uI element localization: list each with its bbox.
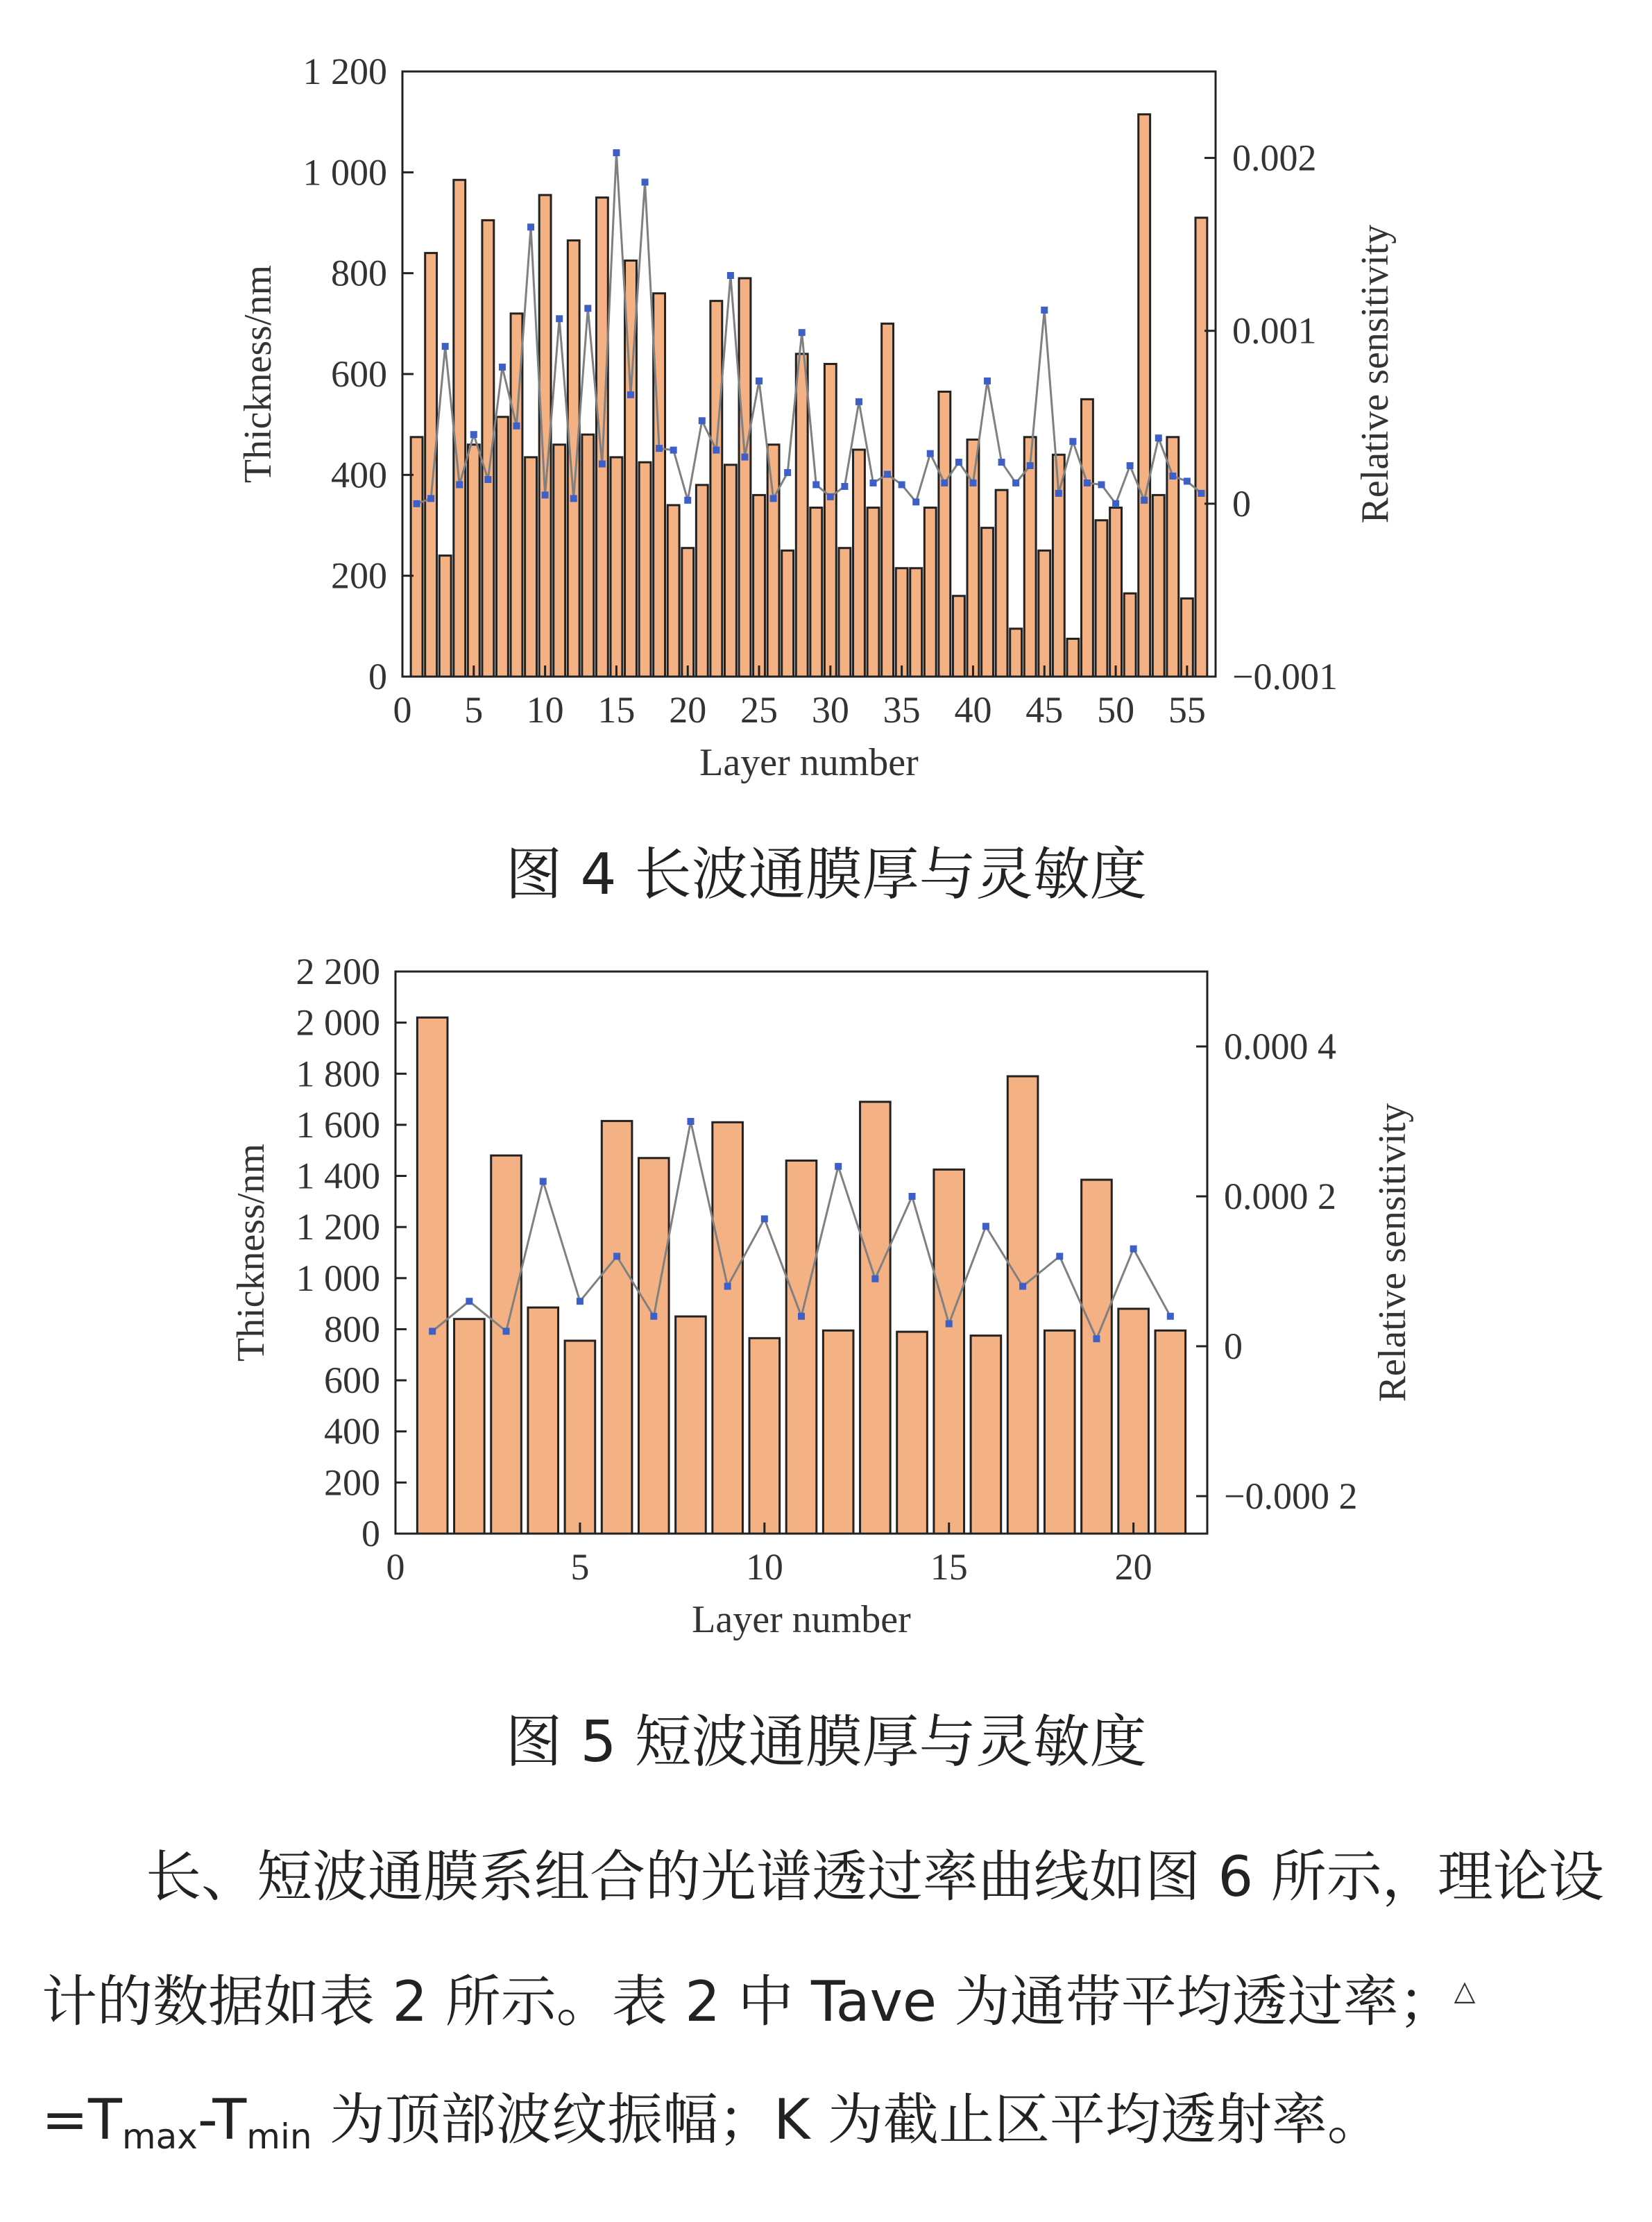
bar (934, 1169, 964, 1534)
y-tick-label: 1 000 (296, 1257, 380, 1299)
bar (782, 550, 794, 677)
sensitivity-point (799, 329, 806, 336)
sensitivity-point (556, 315, 563, 322)
bar (582, 434, 594, 677)
bar (967, 439, 979, 677)
bar (897, 1332, 928, 1534)
delta-symbol: △ (1454, 1975, 1476, 2007)
bar (1096, 520, 1107, 677)
bar (525, 457, 537, 677)
sensitivity-point (984, 378, 991, 384)
bar (496, 417, 508, 677)
bar (1082, 399, 1093, 677)
bar (1024, 437, 1036, 677)
sensitivity-point (599, 461, 606, 468)
bar (654, 294, 665, 677)
sensitivity-point (1112, 500, 1119, 507)
y-tick-label: 800 (331, 252, 387, 294)
y-axis-label: Thickness/nm (230, 1143, 273, 1362)
bar (468, 445, 479, 677)
sensitivity-point (466, 1298, 472, 1305)
bar (996, 490, 1007, 677)
sensitivity-point (855, 398, 862, 405)
bar (1118, 1309, 1149, 1534)
x-tick-label: 40 (954, 689, 992, 731)
bar (839, 548, 851, 677)
sensitivity-point (499, 364, 506, 371)
bar (1152, 495, 1164, 677)
sensitivity-point (570, 495, 577, 502)
sensitivity-point (642, 178, 649, 185)
bar (860, 1102, 891, 1534)
bar (1082, 1180, 1112, 1534)
sensitivity-point (456, 481, 463, 488)
sensitivity-point (414, 500, 420, 507)
bar (953, 596, 964, 677)
sensitivity-point (684, 497, 691, 504)
y2-tick-label: 0.000 4 (1224, 1026, 1336, 1067)
sensitivity-point (998, 459, 1005, 466)
y2-tick-label: −0.000 2 (1224, 1475, 1358, 1517)
x-tick-label: 35 (883, 689, 921, 731)
sensitivity-point (540, 1178, 547, 1185)
figure-4-caption: 图 4 长波通膜厚与灵敏度 (505, 842, 1147, 908)
bar (411, 437, 423, 677)
y-tick-label: 600 (324, 1359, 380, 1402)
bar (491, 1155, 522, 1534)
sensitivity-point (812, 481, 819, 488)
sensitivity-point (982, 1223, 989, 1230)
x-tick-label: 5 (570, 1546, 590, 1588)
bar (638, 1158, 669, 1534)
y-tick-label: 1 600 (296, 1103, 380, 1146)
x-tick-label: 20 (1114, 1546, 1152, 1588)
bar (611, 457, 622, 677)
sensitivity-point (741, 454, 748, 461)
y2-tick-label: 0.000 2 (1224, 1176, 1336, 1217)
sensitivity-point (577, 1298, 584, 1305)
paragraph-line-3 (42, 2075, 1617, 2157)
bar (454, 180, 466, 677)
sensitivity-point (1184, 477, 1191, 484)
y-tick-label: 1 800 (296, 1053, 380, 1095)
y2-axis-label: Relative sensitivity (1371, 1103, 1414, 1402)
sensitivity-point (927, 450, 934, 457)
bar (924, 508, 936, 677)
bar (1039, 550, 1050, 677)
bar (1195, 218, 1207, 677)
bar (1110, 508, 1122, 677)
x-axis-label: Layer number (699, 741, 919, 784)
bar (867, 508, 879, 677)
sensitivity-point (513, 423, 520, 430)
sensitivity-point (909, 1193, 916, 1200)
x-tick-label: 20 (669, 689, 707, 731)
sensitivity-point (1155, 434, 1162, 441)
x-tick-label: 5 (464, 689, 484, 731)
y-axis-label: Thickness/nm (237, 264, 280, 484)
bar (767, 445, 779, 677)
sensitivity-point (484, 476, 491, 483)
sensitivity-point (429, 1328, 436, 1334)
y-tick-label: 1 000 (303, 151, 387, 194)
y2-tick-label: 0.002 (1232, 137, 1317, 179)
sensitivity-point (899, 481, 905, 488)
x-tick-label: 10 (745, 1546, 783, 1588)
bar (882, 323, 894, 677)
sensitivity-point (1141, 497, 1148, 504)
sensitivity-point (756, 378, 763, 384)
y2-tick-label: 0 (1224, 1325, 1243, 1367)
sensitivity-point (841, 483, 848, 490)
y-tick-label: 0 (368, 656, 387, 697)
sensitivity-point (542, 491, 549, 498)
sensitivity-point (1198, 490, 1204, 497)
y-tick-label: 2 200 (296, 951, 380, 992)
sensitivity-point (1084, 480, 1091, 486)
bar (1044, 1330, 1075, 1534)
sensitivity-point (724, 1283, 731, 1290)
sensitivity-point (1127, 462, 1134, 469)
sensitivity-point (798, 1313, 805, 1320)
bar (1155, 1330, 1186, 1534)
sensitivity-point (1167, 1313, 1174, 1320)
sensitivity-point (1056, 1253, 1063, 1260)
sensitivity-point (870, 480, 877, 486)
y-tick-label: 200 (324, 1461, 380, 1504)
x-tick-label: 0 (393, 689, 412, 731)
bar (713, 1122, 743, 1534)
sensitivity-point (1130, 1246, 1137, 1253)
bar (939, 391, 951, 677)
bar (853, 450, 865, 677)
sensitivity-point (871, 1275, 878, 1282)
sensitivity-point (1069, 438, 1076, 445)
sensitivity-point (727, 272, 734, 279)
x-tick-label: 25 (740, 689, 778, 731)
y2-tick-label: 0 (1232, 482, 1251, 525)
sensitivity-point (770, 495, 777, 502)
bar (896, 568, 908, 677)
sensitivity-point (884, 471, 891, 478)
sensitivity-point (687, 1118, 694, 1125)
sensitivity-point (1098, 481, 1105, 488)
x-tick-label: 15 (930, 1546, 968, 1588)
y-tick-label: 2 000 (296, 1001, 380, 1044)
bar (982, 528, 994, 677)
sensitivity-point (955, 459, 962, 466)
paragraph-line-1: 长、短波通膜系组合的光谱透过率曲线如图 6 所示，理论设 (146, 1844, 1604, 1909)
bar (602, 1121, 632, 1534)
y2-axis-label: Relative sensitivity (1354, 224, 1397, 524)
bar (667, 505, 679, 677)
paragraph-line-2-text: 计的数据如表 2 所示。表 2 中 Tave 为通带平均透过率； (42, 1969, 1454, 2034)
paragraph-line-2 (42, 1957, 1617, 2037)
chart-short-wave-pass (0, 944, 1652, 1672)
x-tick-label: 30 (811, 689, 849, 731)
x-axis-label: Layer number (692, 1598, 911, 1641)
x-tick-label: 10 (526, 689, 564, 731)
bar (417, 1017, 448, 1534)
bar (786, 1160, 817, 1534)
bar (1181, 598, 1193, 677)
y-tick-label: 1 200 (296, 1206, 380, 1248)
sensitivity-point (470, 431, 477, 438)
figure-5-caption: 图 5 短波通膜厚与灵敏度 (505, 1709, 1147, 1775)
bar (810, 508, 822, 677)
sensitivity-point (656, 445, 663, 452)
sensitivity-point (699, 417, 706, 424)
y-tick-label: 600 (331, 353, 387, 395)
sensitivity-point (1093, 1335, 1100, 1342)
bar (454, 1319, 485, 1534)
sensitivity-point (784, 469, 791, 476)
sensitivity-point (713, 447, 719, 454)
bar (749, 1338, 780, 1534)
bar (823, 1330, 853, 1534)
sensitivity-point (1027, 462, 1034, 469)
y-tick-label: 800 (324, 1308, 380, 1350)
sensitivity-point (969, 480, 976, 486)
sensitivity-point (761, 1215, 768, 1222)
sensitivity-point (503, 1328, 510, 1334)
bar (1139, 115, 1150, 677)
sensitivity-point (946, 1321, 953, 1328)
bar (528, 1307, 559, 1534)
sensitivity-point (1041, 307, 1048, 314)
bar (676, 1316, 706, 1534)
sensitivity-point (1055, 490, 1062, 497)
formula-minus-t: -T (197, 2087, 247, 2152)
bar (682, 548, 694, 677)
bar (710, 301, 722, 677)
sensitivity-point (650, 1313, 657, 1320)
sensitivity-point (670, 447, 677, 454)
sensitivity-point (941, 480, 948, 486)
bar (639, 462, 651, 677)
sensitivity-point (835, 1163, 842, 1170)
sensitivity-point (1012, 480, 1019, 486)
sensitivity-point (827, 493, 834, 500)
bar (596, 198, 608, 677)
sensitivity-point (613, 149, 620, 156)
subscript-min: min (246, 2117, 312, 2157)
y2-tick-label: 0.001 (1232, 309, 1317, 352)
sensitivity-point (627, 391, 634, 398)
x-tick-label: 0 (386, 1546, 405, 1588)
bar (971, 1336, 1001, 1534)
bar (1067, 639, 1079, 677)
formula-t: =T (42, 2087, 122, 2152)
bar (824, 364, 836, 677)
bar (796, 354, 808, 677)
chart-long-wave-pass (0, 0, 1652, 819)
formula-description: 为顶部波纹振幅；K 为截止区平均透射率。 (312, 2087, 1383, 2152)
y-tick-label: 1 400 (296, 1155, 380, 1197)
x-tick-label: 15 (597, 689, 636, 731)
sensitivity-point (527, 223, 534, 230)
bar (1010, 629, 1022, 677)
bar (696, 485, 708, 677)
bar (1007, 1076, 1038, 1534)
sensitivity-point (1169, 473, 1176, 480)
bar (739, 278, 751, 677)
y2-tick-label: −0.001 (1232, 656, 1338, 697)
x-tick-label: 45 (1025, 689, 1064, 731)
sensitivity-point (427, 495, 434, 502)
y-tick-label: 400 (331, 454, 387, 496)
bar (554, 445, 565, 677)
bar (565, 1341, 595, 1534)
sensitivity-point (584, 305, 591, 312)
y-tick-label: 400 (324, 1410, 380, 1452)
sensitivity-point (912, 498, 919, 505)
bar (724, 465, 736, 677)
sensitivity-point (1019, 1283, 1026, 1290)
x-tick-label: 55 (1168, 689, 1206, 731)
bar (439, 556, 451, 677)
bar (1124, 593, 1136, 677)
sensitivity-point (442, 343, 449, 350)
bar (910, 568, 922, 677)
sensitivity-point (613, 1253, 620, 1260)
bar (753, 495, 765, 677)
y-tick-label: 200 (331, 554, 387, 597)
subscript-max: max (121, 2117, 198, 2157)
y-tick-label: 1 200 (303, 51, 387, 92)
x-tick-label: 50 (1097, 689, 1135, 731)
y-tick-label: 0 (361, 1513, 380, 1554)
